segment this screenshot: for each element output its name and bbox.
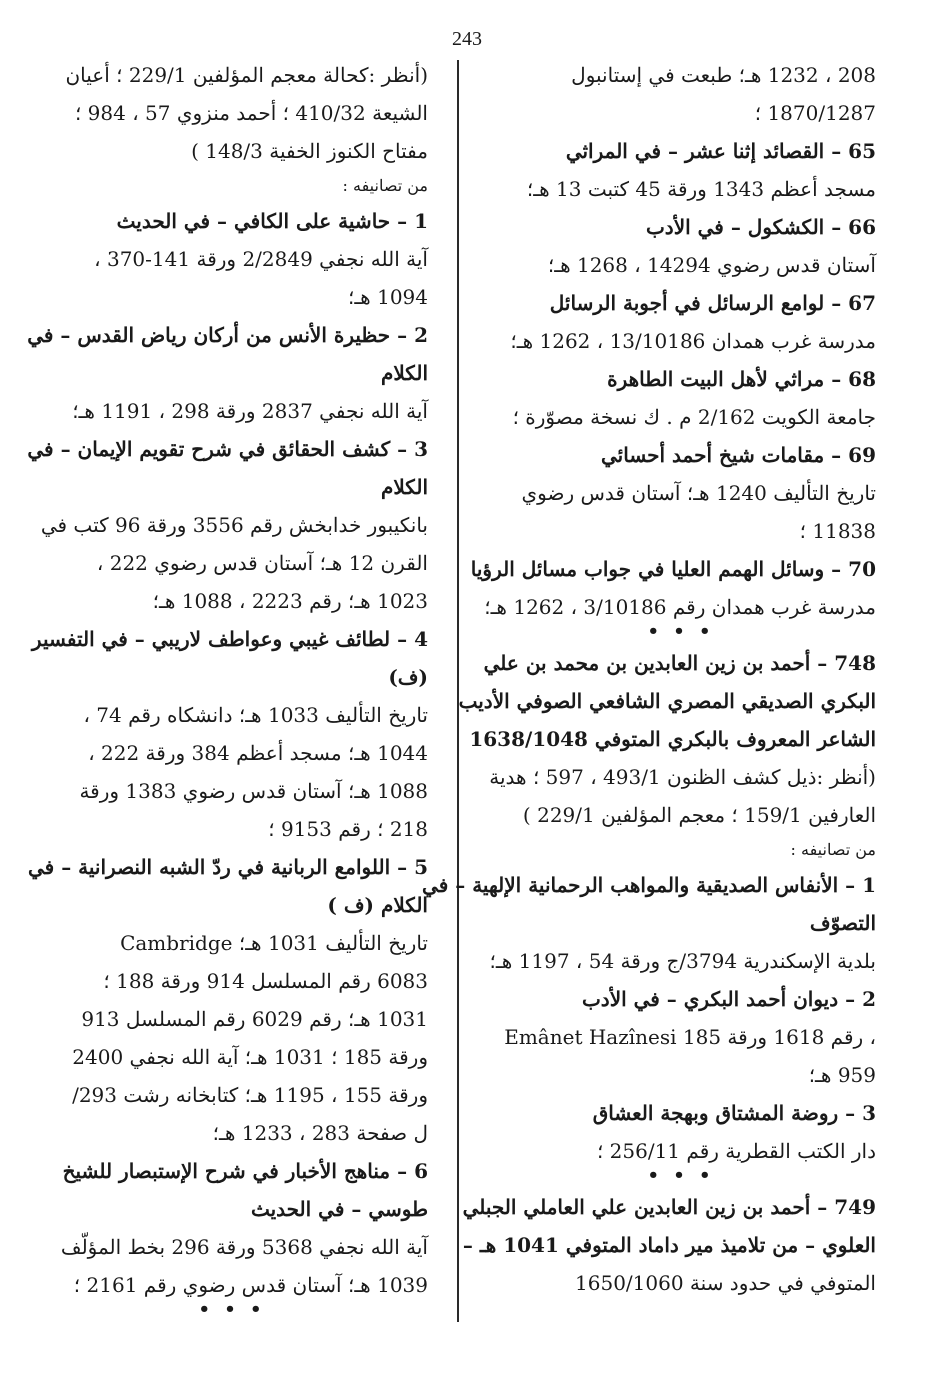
text-line: مدرسة غرب همدان 13/10186 ، 1262 هـ؛ xyxy=(510,329,876,353)
text-line: 1039 هـ؛ آستان قدس رضوي رقم 2161 ؛ xyxy=(73,1273,428,1297)
text-line: 218 ؛ رقم 9153 ؛ xyxy=(268,817,428,841)
entry-heading-line: 1 – حاشية على الكافي – في الحديث xyxy=(116,209,428,233)
text-line: Emânet Hazînesi رقم 1618 ورقة 185 ، xyxy=(504,1025,876,1049)
entry-heading-line: 3 – روضة المشتاق وبهجة العشاق xyxy=(592,1101,876,1125)
text-line: ورقة 155 ، 1195 هـ؛ كتابخانه رشت 293/ xyxy=(72,1083,428,1107)
entry-heading-line: 6 – مناهج الأخبار في شرح الإستبصار للشيخ xyxy=(62,1159,428,1183)
text-line: (أنظر :ذيل كشف الظنون 493/1 ، 597 ؛ هدية xyxy=(489,765,876,789)
entry-heading-line: 3 – كشف الحقائق في شرح تقويم الإيمان – في xyxy=(27,437,428,461)
entry-heading-line: الكلام xyxy=(380,475,428,499)
entry-heading-line: 69 – مقامات شيخ أحمد أحسائي xyxy=(601,443,876,467)
text-line: 208 ، 1232 هـ؛ طبعت في إستانبول xyxy=(571,63,876,87)
text-line: مفتاح الكنوز الخفية 148/3 ) xyxy=(191,139,428,163)
entry-heading-line: 749 – أحمد بن زين العابدين علي العاملي الجبلي xyxy=(462,1195,876,1219)
text-line: 959 هـ؛ xyxy=(808,1063,876,1087)
text-line: آستان قدس رضوي 14294 ، 1268 هـ؛ xyxy=(547,253,876,277)
entry-heading-line: (ف) xyxy=(388,665,428,689)
text-line: آية الله نجفي 5368 ورقة 296 بخط المؤلّف xyxy=(60,1235,428,1259)
entry-heading-line: التصوّف xyxy=(809,911,876,935)
left-column xyxy=(27,56,428,1322)
entry-heading-line: 2 – ديوان أحمد البكري – في الأدب xyxy=(581,987,876,1011)
section-separator: • • • xyxy=(647,621,715,642)
text-line: 11838 ؛ xyxy=(799,519,876,543)
text-line: مدرسة غرب همدان رقم 3/10186 ، 1262 هـ؛ xyxy=(484,595,876,619)
entry-heading-line: 67 – لوامع الرسائل في أجوبة الرسائل xyxy=(549,291,876,315)
text-line: مسجد أعظم 1343 ورقة 45 كتبت 13 هـ؛ xyxy=(526,177,876,201)
entry-heading-line: 2 – حظيرة الأنس من أركان رياض القدس – في xyxy=(27,323,428,347)
page-number: 243 xyxy=(452,28,482,50)
text-line: تاريخ التأليف 1031 هـ؛ Cambridge xyxy=(120,931,428,955)
right-column xyxy=(422,56,876,1302)
entry-heading-line: 5 – اللوامع الربانية في ردّ الشبه النصرانية – في xyxy=(28,855,428,879)
entry-heading-line: الكلام xyxy=(380,361,428,385)
text-line: تاريخ التأليف 1033 هـ؛ دانشكاه رقم 74 ، xyxy=(83,703,428,727)
text-line: جامعة الكويت 2/162 م . ك نسخة مصوّرة ؛ xyxy=(512,405,876,429)
text-line: دار الكتب القطرية رقم 256/11 ؛ xyxy=(596,1139,876,1163)
text-line: العارفين 159/1 ؛ معجم المؤلفين 229/1 ) xyxy=(522,803,876,827)
entry-heading-line: الشاعر المعروف بالبكري المتوفي 1638/1048 xyxy=(469,727,876,751)
text-line: 6083 رقم المسلسل 914 ورقة 188 ؛ xyxy=(103,969,428,993)
text-line: آية الله نجفي 2837 ورقة 298 ، 1191 هـ؛ xyxy=(72,399,428,423)
text-line: 1044 هـ؛ مسجد أعظم 384 ورقة 222 ، xyxy=(88,741,428,765)
section-separator: • • • xyxy=(198,1299,266,1320)
text-line: بلدية الإسكندرية 3794/ج ورقة 54 ، 1197 هـ؛ xyxy=(489,949,876,973)
text-line: تاريخ التأليف 1240 هـ؛ آستان قدس رضوي xyxy=(521,481,876,505)
entry-heading-line: الكلام (ف ) xyxy=(327,893,428,917)
entry-heading-line: طوسي – في الحديث xyxy=(250,1197,428,1221)
text-line: الشيعة 410/32 ؛ أحمد منزوي 57 ، 984 ؛ xyxy=(74,101,428,125)
entry-heading-line: البكري الصديقي المصري الشافعي الصوفي الأديب xyxy=(458,689,876,713)
section-separator: • • • xyxy=(647,1165,715,1186)
text-line: 1031 هـ؛ رقم 6029 رقم المسلسل 913 xyxy=(81,1007,428,1031)
entry-heading-line: 1 – الأنفاس الصديقية والمواهب الرحمانية الإلهية – في xyxy=(422,873,876,897)
text-line: (أنظر :كحالة معجم المؤلفين 229/1 ؛ أعيان xyxy=(65,63,428,87)
text-line: بانكيبور خدابخش رقم 3556 ورقة 96 كتب في xyxy=(40,513,428,537)
entry-heading-line: 748 – أحمد بن زين العابدين بن محمد بن علي xyxy=(483,651,876,675)
text-line: من تصانيفه : xyxy=(342,176,428,195)
entry-heading-line: 70 – وسائل الهمم العليا في جواب مسائل الرؤيا xyxy=(470,557,876,581)
text-line: من تصانيفه : xyxy=(790,840,876,859)
text-line: 1870/1287 ؛ xyxy=(754,101,876,125)
text-line: ل صفحة 283 ، 1233 هـ؛ xyxy=(212,1121,428,1145)
text-line: ورقة 185 ؛ 1031 هـ؛ آية الله نجفي 2400 xyxy=(72,1045,428,1069)
text-line: المتوفي في حدود سنة 1650/1060 xyxy=(575,1271,876,1295)
entry-heading-line: 68 – مراثي لأهل البيت الطاهرة xyxy=(607,367,876,391)
text-line: 1094 هـ؛ xyxy=(347,285,428,309)
entry-heading-line: 4 – لطائف غيبي وعواطف لاريبي – في التفسير xyxy=(31,627,428,651)
entry-heading-line: 65 – القصائد إثنا عشر – في المراثي xyxy=(565,139,876,163)
text-line: 1023 هـ؛ رقم 2223 ، 1088 هـ؛ xyxy=(152,589,428,613)
entry-heading-line: العلوي – من تلاميذ مير داماد المتوفي 1041 هـ – xyxy=(462,1233,876,1257)
text-line: 1088 هـ؛ آستان قدس رضوي 1383 ورقة xyxy=(79,779,428,803)
text-line: آية الله نجفي 2/2849 ورقة 141-370 ، xyxy=(94,247,428,271)
entry-heading-line: 66 – الكشكول – في الأدب xyxy=(645,215,876,239)
text-line: القرن 12 هـ؛ آستان قدس رضوي 222 ، xyxy=(96,551,428,575)
